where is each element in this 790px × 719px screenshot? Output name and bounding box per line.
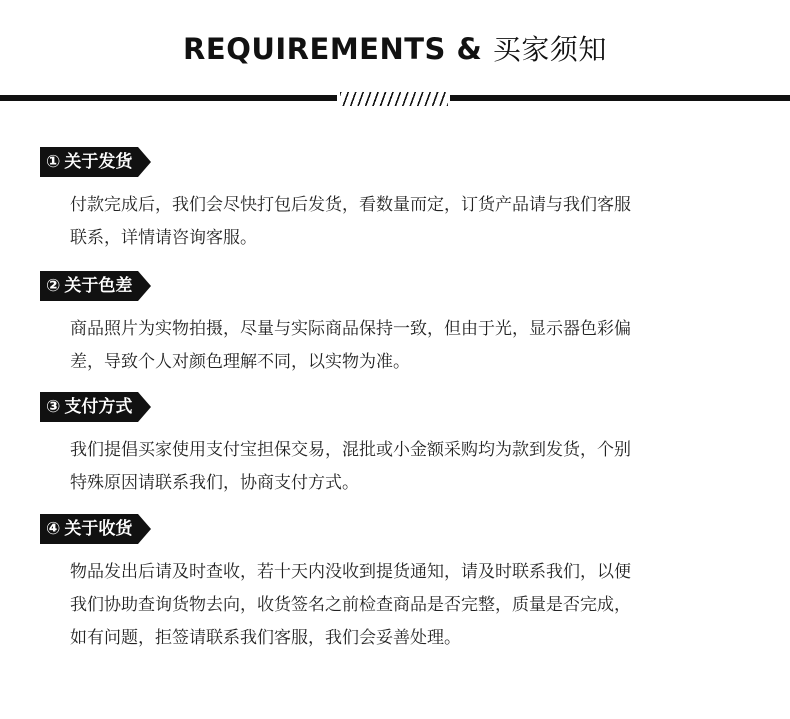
body-line: 我们提倡买家使用支付宝担保交易，混批或小金额采购均为款到发货，个别 (70, 440, 631, 460)
body-line: 我们协助查询货物去向，收货签名之前检查商品是否完整，质量是否完成， (70, 595, 631, 615)
page-title (0, 28, 790, 68)
section-title: 支付方式 (64, 397, 133, 417)
divider-right-bar (450, 95, 790, 101)
section-body (70, 189, 755, 255)
section-number: ① (46, 152, 61, 172)
section-body (70, 434, 755, 500)
divider-left-bar (0, 95, 337, 101)
section-tag (40, 514, 138, 544)
section-title: 关于发货 (64, 152, 133, 172)
section-number: ④ (46, 519, 61, 539)
section-number: ③ (46, 397, 61, 417)
section-payment-method (40, 392, 760, 500)
title-chinese: 买家须知 (492, 33, 607, 66)
section-tag (40, 392, 138, 422)
section-tag (40, 271, 138, 301)
title-english: REQUIREMENTS & (183, 32, 483, 66)
body-line: 物品发出后请及时查收，若十天内没收到提货通知，请及时联系我们，以便 (70, 562, 631, 582)
divider-hatch-marks (340, 92, 448, 106)
section-body (70, 313, 755, 379)
section-shipping (40, 147, 760, 255)
header-divider (0, 92, 790, 106)
section-tag (40, 147, 138, 177)
section-body (70, 556, 755, 655)
body-line: 如有问题，拒签请联系我们客服，我们会妥善处理。 (70, 628, 461, 648)
body-line: 商品照片为实物拍摄，尽量与实际商品保持一致，但由于光，显示器色彩偏 (70, 319, 631, 339)
section-number: ② (46, 276, 61, 296)
section-title: 关于收货 (64, 519, 133, 539)
section-receiving (40, 514, 760, 655)
body-line: 付款完成后，我们会尽快打包后发货，看数量而定，订货产品请与我们客服 (70, 195, 631, 215)
body-line: 差，导致个人对颜色理解不同，以实物为准。 (70, 352, 410, 372)
section-color-difference (40, 271, 760, 379)
section-title: 关于色差 (64, 276, 133, 296)
body-line: 联系，详情请咨询客服。 (70, 228, 257, 248)
body-line: 特殊原因请联系我们，协商支付方式。 (70, 473, 359, 493)
